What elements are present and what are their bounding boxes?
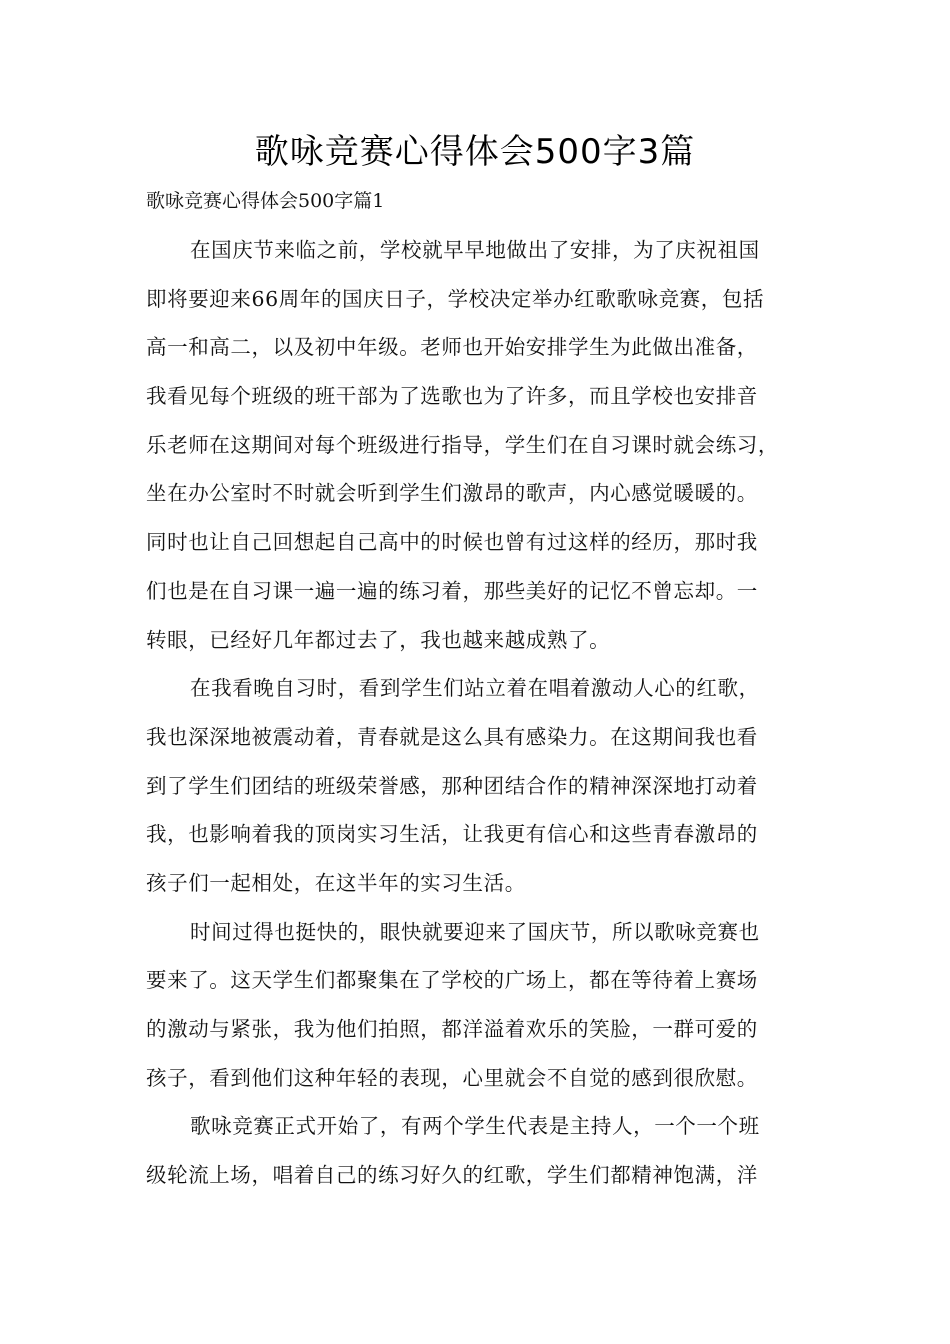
text-line: 我，也影响着我的顶岗实习生活，让我更有信心和这些青春激昂的: [146, 822, 758, 847]
body-text: [146, 233, 826, 1207]
text-line: 要来了。这天学生们都聚集在了学校的广场上，都在等待着上赛场: [146, 968, 758, 993]
document-title: 歌咏竞赛心得体会500字3篇: [254, 132, 696, 172]
text-line: 的激动与紧张，我为他们拍照，都洋溢着欢乐的笑脸，一群可爱的: [146, 1017, 758, 1041]
text-line: 到了学生们团结的班级荣誉感，那种团结合作的精神深深地打动着: [146, 773, 758, 798]
text-line: 歌咏竞赛正式开始了，有两个学生代表是主持人，一个一个班: [190, 1114, 760, 1139]
text-line: 时间过得也挺快的，眼快就要迎来了国庆节，所以歌咏竞赛也: [190, 919, 760, 944]
text-line: 转眼，已经好几年都过去了，我也越来越成熟了。: [146, 627, 611, 652]
text-line: 在我看晚自习时，看到学生们站立着在唱着激动人心的红歌，: [190, 676, 760, 701]
text-line: 在国庆节来临之前，学校就早早地做出了安排，为了庆祝祖国: [190, 238, 760, 262]
text-line: 即将要迎来66周年的国庆日子，学校决定举办红歌歌咏竞赛，包括: [146, 286, 765, 311]
text-line: 我也深深地被震动着，青春就是这么具有感染力。在这期间我也看: [146, 724, 758, 749]
text-line: 孩子们一起相处，在这半年的实习生活。: [146, 870, 526, 895]
text-line: 乐老师在这期间对每个班级进行指导，学生们在自习课时就会练习，: [146, 432, 779, 457]
text-line: 高一和高二，以及初中年级。老师也开始安排学生为此做出准备，: [146, 335, 758, 360]
text-line: 同时也让自己回想起自己高中的时候也曾有过这样的经历，那时我: [146, 530, 758, 555]
text-line: 们也是在自习课一遍一遍的练习着，那些美好的记忆不曾忘却。一: [146, 578, 758, 603]
text-line: 孩子，看到他们这种年轻的表现，心里就会不自觉的感到很欣慰。: [146, 1065, 758, 1090]
section-heading: 歌咏竞赛心得体会500字篇1: [146, 190, 385, 212]
text-line: 级轮流上场，唱着自己的练习好久的红歌，学生们都精神饱满，洋: [146, 1163, 758, 1188]
text-line: 坐在办公室时不时就会听到学生们激昂的歌声，内心感觉暖暖的。: [146, 481, 758, 506]
text-line: 我看见每个班级的班干部为了选歌也为了许多，而且学校也安排音: [146, 384, 758, 409]
